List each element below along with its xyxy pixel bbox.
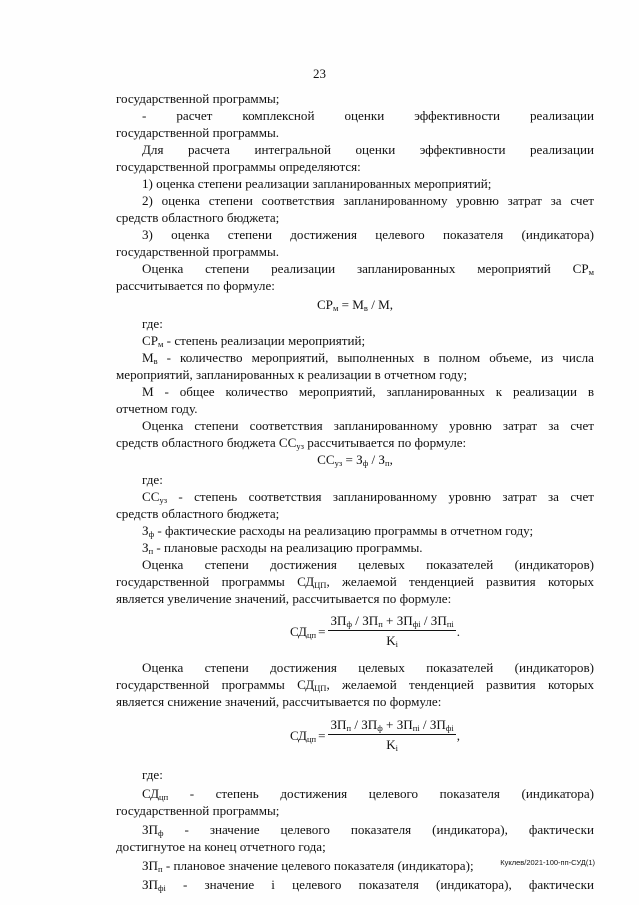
text-line: государственной программы; [116, 803, 280, 818]
formula-sdcp-increase: $СД_{цп}$ = $\frac{ЗП_ф / ЗП_п + ЗП_{фi} / ЗП_{пi}}{K_i}$ . [289, 613, 461, 649]
formula-denominator: $K_i$ [386, 737, 399, 753]
definition-line: $СД_{цп}$ - степень достижения целевого показателя (индикатора) [142, 786, 594, 802]
text-line: является снижение значений, рассчитывается по формуле: [116, 694, 442, 709]
text-line: государственной программы; [116, 91, 280, 106]
list-item: 2) оценка степени соответствия запланированному уровню затрат за счет [142, 193, 594, 208]
text-line: где: [142, 316, 163, 331]
document-footer-code: Куклев/2021-100-пп-СУД(1) [500, 858, 595, 867]
text-line: Оценка степени достижения целевых показателей (индикаторов) [142, 660, 594, 675]
definition-line: $ЗП_ф$ - значение целевого показателя (индикатора), фактически [142, 822, 594, 838]
list-item: 1) оценка степени реализации запланированных мероприятий; [142, 176, 492, 191]
text-line: где: [142, 767, 163, 782]
definition-line: $ЗП_{фi}$ - значение i целевого показателя (индикатора), фактически [142, 877, 594, 893]
text-line: - расчет комплексной оценки эффективности реализации [142, 108, 594, 123]
text-line: средств областного бюджета; [116, 506, 280, 521]
text-line: Для расчета интегральной оценки эффективности реализации [142, 142, 594, 157]
formula-fraction [328, 613, 455, 649]
formula-numerator: $ЗП_п / ЗП_ф + ЗП_{пi} / ЗП_{фi}$ [330, 717, 454, 733]
text-line: государственной программы определяются: [116, 159, 361, 174]
text-line: средств областного бюджета $СС_{уз}$ рассчитывается по формуле: [116, 435, 467, 451]
formula-sdcp-decrease: $СД_{цп}$ = $\frac{ЗП_п / ЗП_ф + ЗП_{пi} / ЗП_{фi}}{K_i}$ , [289, 717, 461, 753]
text-line: государственной программы. [116, 244, 280, 259]
definition-line: М - общее количество мероприятий, запланированных к реализации в [142, 384, 594, 399]
definition-line: $З_ф$ - фактические расходы на реализацию программы в отчетном году; [142, 523, 534, 539]
formula-srm: $СР_м = М_в / М$, [316, 297, 394, 313]
text-line: государственной программы. [116, 125, 280, 140]
formula-lhs: $СД_{цп}$ [289, 623, 317, 640]
text-line: Оценка степени соответствия запланированному уровню затрат за счет [142, 418, 594, 433]
text-line: где: [142, 472, 163, 487]
definition-line: $З_п$ - плановые расходы на реализацию программы. [142, 540, 423, 556]
text-line: Оценка степени достижения целевых показателей (индикаторов) [142, 557, 594, 572]
text-line: Оценка степени реализации запланированных мероприятий $СР_м$ [142, 261, 594, 277]
formula-numerator: $ЗП_ф / ЗП_п + ЗП_{фi} / ЗП_{пi}$ [330, 613, 454, 629]
text-line: государственной программы $СД_{ЦП}$, желаемой тенденцией развития которых [116, 574, 595, 590]
text-line: средств областного бюджета; [116, 210, 280, 225]
text-line: мероприятий, запланированных к реализации в отчетном году; [116, 367, 468, 382]
definition-line: $СР_м$ - степень реализации мероприятий; [142, 333, 366, 349]
text-line: государственной программы $СД_{ЦП}$, желаемой тенденцией развития которых [116, 677, 595, 693]
formula-denominator: $K_i$ [386, 633, 399, 649]
definition-line: $ЗП_п$ - плановое значение целевого показателя (индикатора); [142, 858, 474, 874]
page-number: 23 [313, 66, 326, 81]
text-line: отчетном году. [116, 401, 198, 416]
text-line: является увеличение значений, рассчитывается по формуле: [116, 591, 452, 606]
formula-ssuz: $СС_{уз} = З_ф / З_п$, [317, 452, 393, 468]
formula-fraction [328, 717, 455, 753]
list-item: 3) оценка степени достижения целевого показателя (индикатора) [142, 227, 594, 242]
definition-line: $СС_{уз}$ - степень соответствия запланированному уровню затрат за счет [142, 489, 594, 505]
text-line: достигнутое на конец отчетного года; [116, 839, 326, 854]
formula-lhs: $СД_{цп}$ [289, 727, 317, 744]
document-body [116, 90, 594, 893]
definition-line: $М_в$ - количество мероприятий, выполненных в полном объеме, из числа [142, 350, 594, 366]
text-line: рассчитывается по формуле: [116, 278, 275, 293]
